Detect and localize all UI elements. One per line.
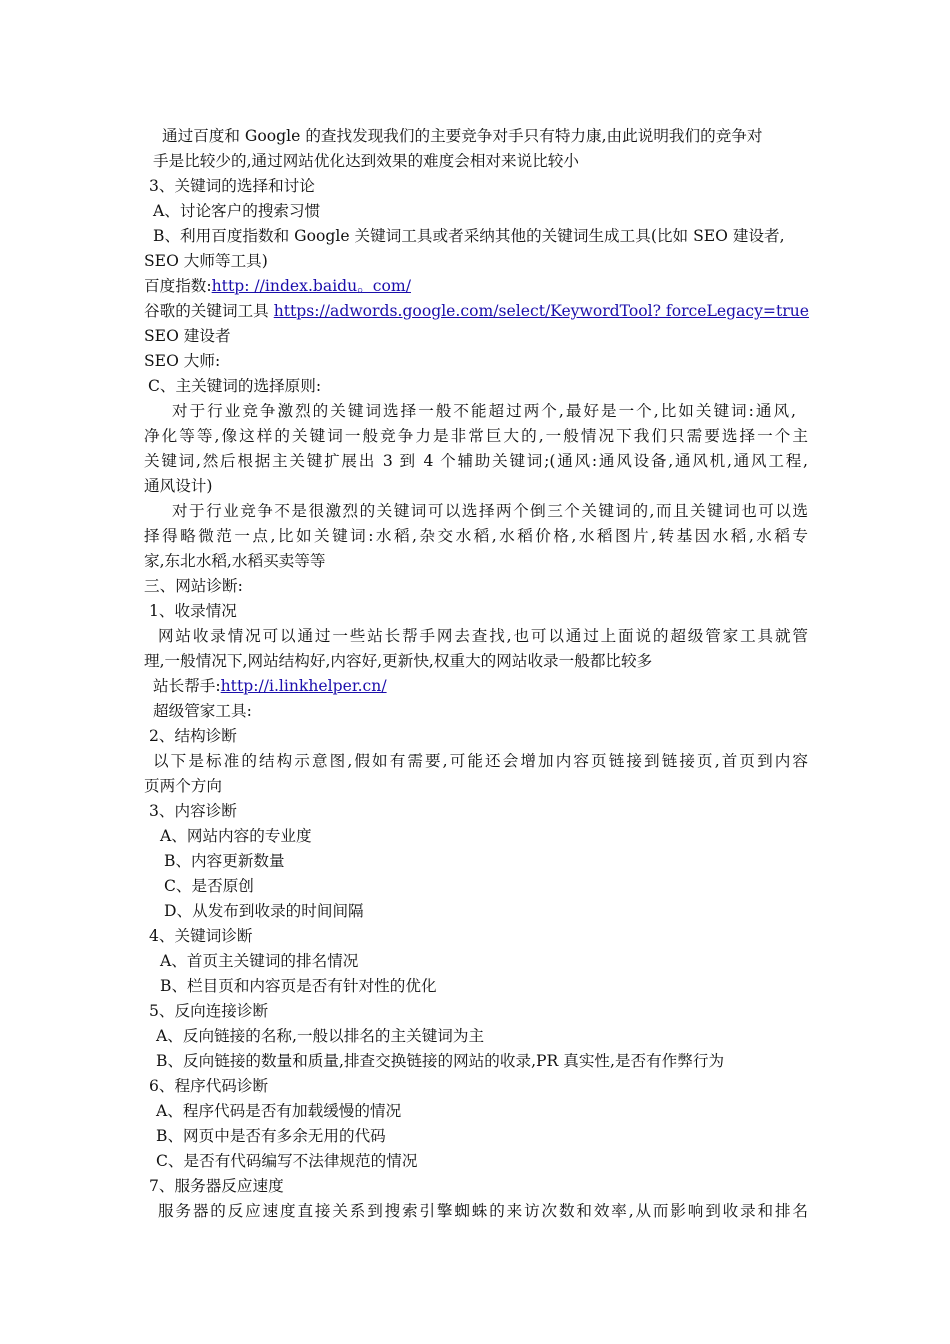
webmaster-helper-label: 站长帮手: (153, 677, 221, 695)
principle-paragraph-2-line-3: 家,东北水稻,水稻买卖等等 (144, 552, 326, 570)
principle-paragraph-1-line-3: 关键词,然后根据主关键扩展出 3 到 4 个辅助关键词;(通风:通风设备,通风机,通风工程, (144, 452, 808, 470)
super-manager-tool-label: 超级管家工具: (153, 702, 252, 720)
server-paragraph-line-1: 服务器的反应速度直接关系到搜索引擎蜘蛛的来访次数和效率,从而影响到收录和排名 (158, 1202, 808, 1220)
backlink-item-b: B、反向链接的数量和质量,排查交换链接的网站的收录,PR 真实性,是否有作弊行为 (156, 1052, 725, 1070)
server-heading: 7、服务器反应速度 (149, 1177, 284, 1195)
keyword-item-b-line-2: SEO 大师等工具) (144, 252, 268, 270)
site-diagnosis-heading: 三、网站诊断: (144, 577, 243, 595)
code-item-a: A、程序代码是否有加载缓慢的情况 (156, 1102, 402, 1120)
keyword-item-b-line-1: B、利用百度指数和 Google 关键词工具或者采纳其他的关键词生成工具(比如 SEO 建设者, (153, 227, 785, 245)
content-item-b: B、内容更新数量 (164, 852, 285, 870)
code-item-b: B、网页中是否有多余无用的代码 (156, 1127, 386, 1145)
indexing-paragraph-line-1: 网站收录情况可以通过一些站长帮手网去查找,也可以通过上面说的超级管家工具就管 (158, 627, 808, 645)
intro-line-1: 通过百度和 Google 的查找发现我们的主要竞争对手只有特力康,由此说明我们的竞争对 (162, 127, 763, 145)
content-item-a: A、网站内容的专业度 (160, 827, 312, 845)
backlink-item-a: A、反向链接的名称,一般以排名的主关键词为主 (156, 1027, 485, 1045)
principle-paragraph-1-line-4: 通风设计) (144, 477, 213, 495)
backlink-heading: 5、反向连接诊断 (149, 1002, 269, 1020)
indexing-paragraph-line-2: 理,一般情况下,网站结构好,内容好,更新快,权重大的网站收录一般都比较多 (144, 652, 653, 670)
code-item-c: C、是否有代码编写不法律规范的情况 (156, 1152, 418, 1170)
keyword-diagnosis-item-a: A、首页主关键词的排名情况 (160, 952, 359, 970)
baidu-index-link[interactable]: http: //index.baidu。com/ (211, 277, 411, 295)
baidu-index-line (144, 274, 950, 299)
content-heading: 3、内容诊断 (149, 802, 237, 820)
keyword-diagnosis-heading: 4、关键词诊断 (149, 927, 253, 945)
intro-line-2: 手是比较少的,通过网站优化达到效果的难度会相对来说比较小 (153, 152, 579, 170)
content-item-c: C、是否原创 (164, 877, 254, 895)
principle-paragraph-1-line-1: 对于行业竞争激烈的关键词选择一般不能超过两个,最好是一个,比如关键词:通风, (172, 402, 796, 420)
principle-paragraph-1-line-2: 净化等等,像这样的关键词一般竞争力是非常巨大的,一般情况下我们只需要选择一个主 (144, 427, 808, 445)
principle-paragraph-2-line-1: 对于行业竞争不是很激烈的关键词可以选择两个倒三个关键词的,而且关键词也可以选 (172, 502, 808, 520)
seo-builder-label: SEO 建设者 (144, 327, 231, 345)
webmaster-helper-line (153, 674, 950, 699)
seo-master-label: SEO 大师: (144, 352, 221, 370)
google-keyword-tool-label: 谷歌的关键词工具 (144, 302, 274, 320)
indexing-heading: 1、收录情况 (149, 602, 237, 620)
structure-heading: 2、结构诊断 (149, 727, 237, 745)
google-keyword-tool-line (144, 299, 950, 324)
keyword-item-a: A、讨论客户的搜索习惯 (153, 202, 321, 220)
keyword-diagnosis-item-b: B、栏目页和内容页是否有针对性的优化 (160, 977, 437, 995)
webmaster-helper-link[interactable]: http://i.linkhelper.cn/ (220, 677, 387, 695)
keyword-item-c: C、主关键词的选择原则: (148, 377, 322, 395)
principle-paragraph-2-line-2: 择得略微范一点,比如关键词:水稻,杂交水稻,水稻价格,水稻图片,转基因水稻,水稻专 (144, 527, 808, 545)
google-keyword-tool-link[interactable]: https://adwords.google.com/select/KeywordTool? forceLegacy=true (273, 302, 809, 320)
structure-paragraph-line-1: 以下是标准的结构示意图,假如有需要,可能还会增加内容页链接到链接页,首页到内容 (153, 752, 808, 770)
baidu-index-label: 百度指数: (144, 277, 212, 295)
code-heading: 6、程序代码诊断 (149, 1077, 269, 1095)
structure-paragraph-line-2: 页两个方向 (144, 777, 222, 795)
keyword-section-heading: 3、关键词的选择和讨论 (149, 177, 315, 195)
content-item-d: D、从发布到收录的时间间隔 (164, 902, 364, 920)
